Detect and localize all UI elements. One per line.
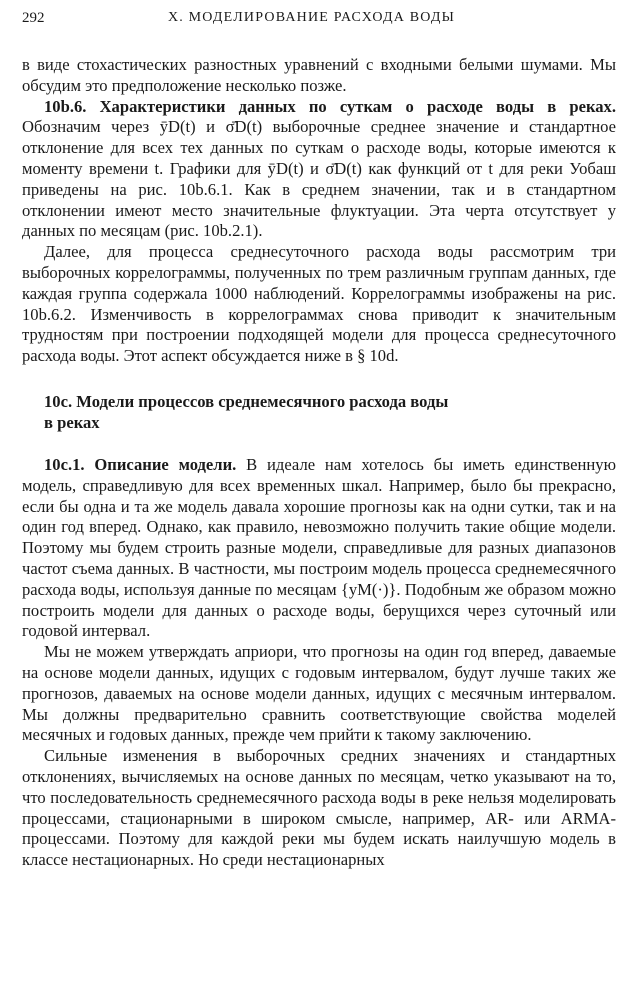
paragraph-10b6 [22, 97, 616, 243]
paragraph-10c1 [22, 455, 616, 642]
paragraph-10b6-text: Обозначим через ȳD(t) и σ̄D(t) выборочные среднее значение и стандартное отклонение для всех тех данных по суткам о расходе воды, которые имеются к моменту времени t. Графики для ȳD(t) и σ̄D(t) как функций от t для реки Уобаш приведены на рис. 10b.6.1. Как в среднем значении, так и в стандартном отклонении имеют место значительные флуктуации. Эта черта отсутствует у данных по месяцам (рис. 10b.2.1). [22, 117, 616, 241]
section-heading-10c [44, 391, 616, 433]
paragraph-nonstationary: Сильные изменения в выборочных средних значениях и стандартных отклонениях, вычисляемых на основе данных по месяцам, четко указывают на то, что последовательность среднемесячного расхода воды в реке нельзя моделировать процессами, стационарными в широком смысле, например, AR- или ARMA-процессами. Поэтому для каждой реки мы будем искать наилучшую модель в классе нестационарных. Но среди нестационарных [22, 746, 616, 870]
section-heading-line1: 10c. Модели процессов среднемесячного расхода воды [44, 391, 449, 411]
page-header [22, 10, 601, 32]
running-title: X. МОДЕЛИРОВАНИЕ РАСХОДА ВОДЫ [167, 10, 456, 25]
section-heading-line2: в реках [44, 412, 100, 432]
paragraph-continuation: в виде стохастических разностных уравнений с входными белыми шумами. Мы обсудим это предположение несколько позже. [22, 55, 616, 95]
page-body [22, 55, 616, 871]
subsection-heading-10c1: 10c.1. Описание модели. [44, 454, 237, 474]
paragraph-correlograms: Далее, для процесса среднесуточного расхода воды рассмотрим три выборочных коррелограммы, полученных по трем различным группам данных, где каждая группа содержала 1000 наблюдений. Коррелограммы изображены на рис. 10b.6.2. Изменчивость в коррелограммах снова приводит к значительным трудностям при построении подходящей модели для процесса среднесуточного расхода воды. Этот аспект обсуждается ниже в § 10d. [22, 242, 616, 366]
page-number: 292 [22, 10, 45, 26]
paragraph-apriori: Мы не можем утверждать априори, что прогнозы на один год вперед, даваемые на основе модели данных, идущих с годовым интервалом, будут лучше таких же прогнозов, даваемых на основе модели данных, идущих с месячным интервалом. Мы должны предварительно сравнить соответствующие свойства моделей месячных и годовых данных, прежде чем прийти к такому заключению. [22, 642, 616, 745]
paragraph-10c1-text: В идеале нам хотелось бы иметь единственную модель, справедливую для всех временных шкал. Например, было бы прекрасно, если бы одна и та же модель давала хорошие прогнозы как на одни сутки, так и на один год вперед. Однако, как правило, невозможно получить такие общие модели. Поэтому мы будем строить разные модели, справедливые для разных диапазонов частот съема данных. В частности, мы построим модель процесса среднемесячного расхода воды, используя данные по месяцам {yM(·)}. Подобным же образом можно построить модели для данных о расходе воды, берущихся через суточный или годовой интервал. [22, 454, 616, 641]
subsection-heading-10b6: 10b.6. Характеристики данных по суткам о расходе воды в реках. [44, 96, 616, 116]
